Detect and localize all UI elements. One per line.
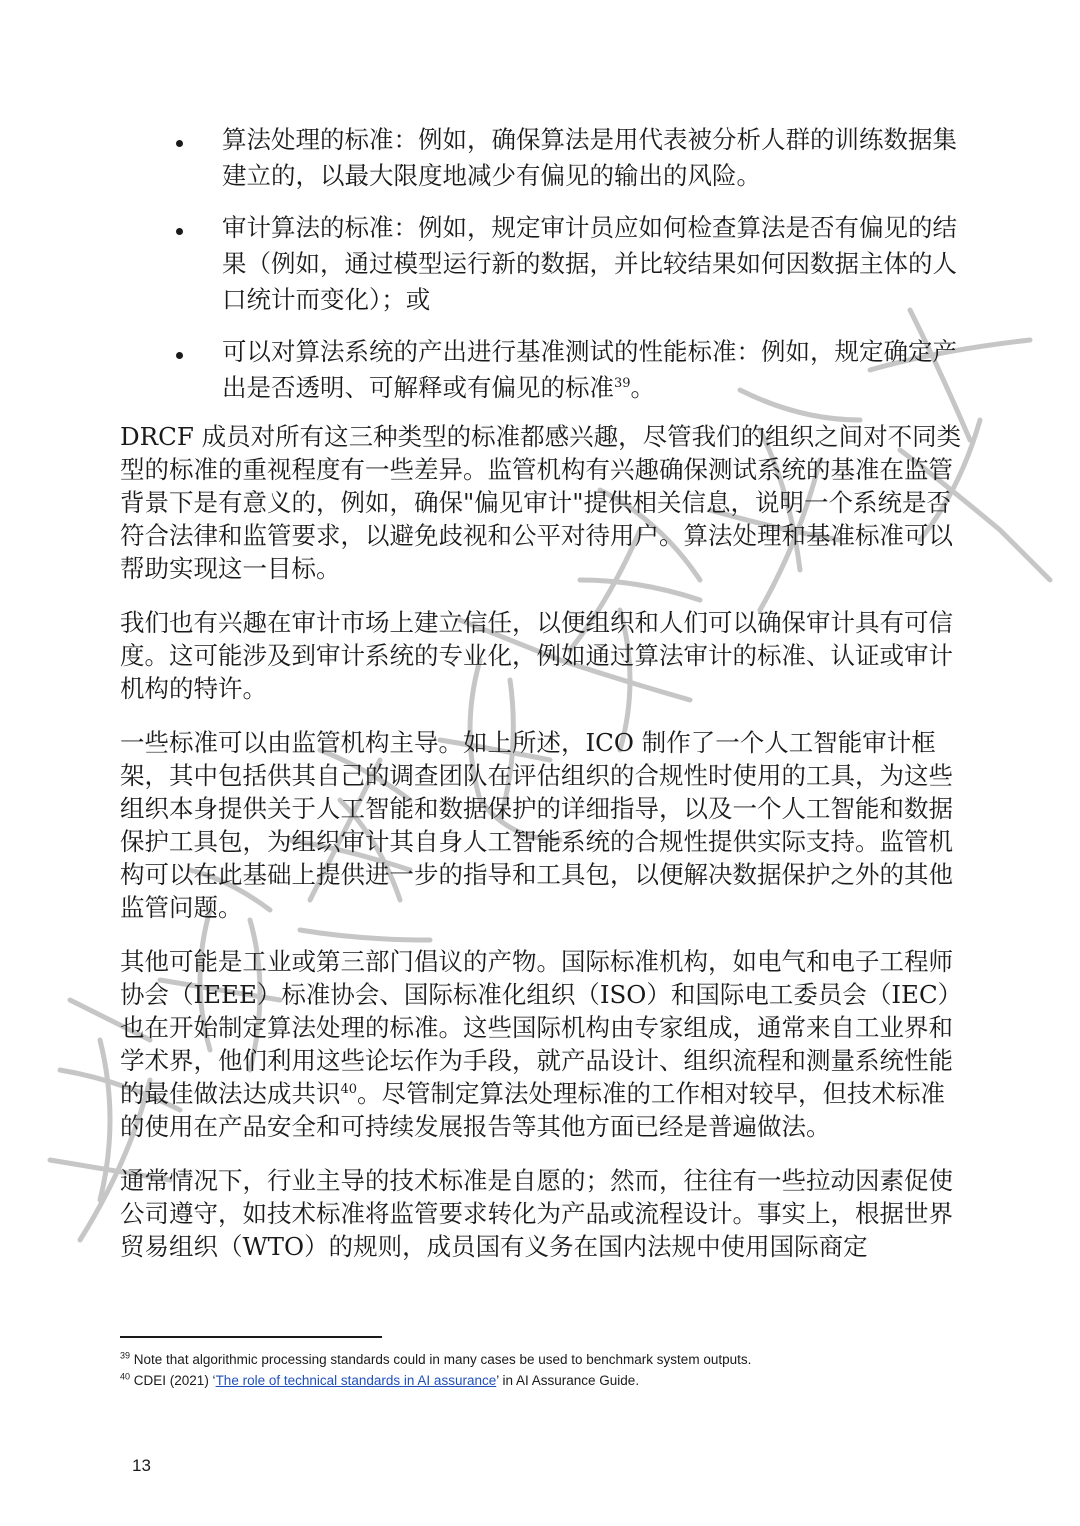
paragraph-text-tail: 。尽管制定算法处理标准的工作相对较早，但技术标准的使用在产品安全和可持续发展报告等其他方面已经是普遍做法。: [120, 1079, 946, 1141]
bullet-text: 可以对算法系统的产出进行基准测试的性能标准：例如，规定确定产出是否透明、可解释或有偏见的标准: [222, 337, 957, 402]
footnote-39: [120, 1349, 980, 1370]
bullet-icon: [176, 228, 183, 235]
footnote-prefix: CDEI (2021) ‘: [133, 1373, 216, 1388]
page-number: 13: [132, 1456, 151, 1475]
paragraph-text: 我们也有兴趣在审计市场上建立信任，以便组织和人们可以确保审计具有可信度。这可能涉及到审计系统的专业化，例如通过算法审计的标准、认证或审计机构的特许。: [120, 608, 953, 703]
paragraph-text: 其他可能是工业或第三部门倡议的产物。国际标准机构，如电气和电子工程师协会（IEEE）标准协会、国际标准化组织（ISO）和国际电工委员会（IEC）也在开始制定算法处理的标准。这些国际机构由专家组成，通常来自工业界和学术界，他们利用这些论坛作为手段，就产品设计、组织流程和测量系统性能的最佳做法达成共识: [120, 947, 963, 1108]
footnote-number: 39: [120, 1350, 131, 1361]
bullet-text: 审计算法的标准：例如，规定审计员应如何检查算法是否有偏见的结果（例如，通过模型运行新的数据，并比较结果如何因数据主体的人口统计而变化）；或: [222, 213, 957, 314]
paragraph-text: 一些标准可以由监管机构主导。如上所述，ICO 制作了一个人工智能审计框架，其中包括供其自己的调查团队在评估组织的合规性时使用的工具，为这些组织本身提供关于人工智能和数据保护的详细指导，以及一个人工智能和数据保护工具包，为组织审计其自身人工智能系统的合规性提供实际支持。监管机构可以在此基础上提供进一步的指导和工具包，以便解决数据保护之外的其他监管问题。: [120, 728, 953, 922]
bullet-list: [165, 122, 965, 422]
bullet-item: [165, 122, 965, 194]
paragraph: [120, 606, 965, 705]
bullet-item: [165, 210, 965, 318]
paragraph: [120, 945, 965, 1143]
paragraph-text: DRCF 成员对所有这三种类型的标准都感兴趣，尽管我们的组织之间对不同类型的标准的重视程度有一些差异。监管机构有兴趣确保测试系统的基准在监管背景下是有意义的，例如，确保"偏见审计"提供相关信息，说明一个系统是否符合法律和监管要求，以避免歧视和公平对待用户。算法处理和基准标准可以帮助实现这一目标。: [120, 422, 962, 583]
footnote-number: 40: [120, 1371, 131, 1382]
bullet-text: 算法处理的标准：例如，确保算法是用代表被分析人群的训练数据集建立的，以最大限度地减少有偏见的输出的风险。: [222, 125, 957, 190]
bullet-icon: [176, 140, 183, 147]
footnote-ref[interactable]: 39: [614, 375, 631, 391]
paragraph-text: 通常情况下，行业主导的技术标准是自愿的；然而，往往有一些拉动因素促使公司遵守，如技术标准将监管要求转化为产品或流程设计。事实上，根据世界贸易组织（WTO）的规则，成员国有义务在国内法规中使用国际商定: [120, 1166, 953, 1261]
bullet-icon: [176, 352, 183, 359]
bullet-text-tail: 。: [630, 373, 656, 402]
body-text: [120, 420, 965, 1284]
paragraph: [120, 420, 965, 585]
footnote-separator: [120, 1336, 382, 1338]
paragraph: [120, 726, 965, 924]
footnote-text: Note that algorithmic processing standards could in many cases be used to benchmark system outputs.: [133, 1352, 752, 1367]
paragraph: [120, 1164, 965, 1263]
bullet-item: [165, 334, 965, 406]
footnotes: [120, 1349, 980, 1391]
footnote-ref[interactable]: 40: [340, 1081, 358, 1097]
footnote-suffix: ’ in AI Assurance Guide.: [496, 1373, 640, 1388]
footnote-40: [120, 1370, 980, 1391]
footnote-link[interactable]: The role of technical standards in AI assurance: [215, 1373, 497, 1388]
